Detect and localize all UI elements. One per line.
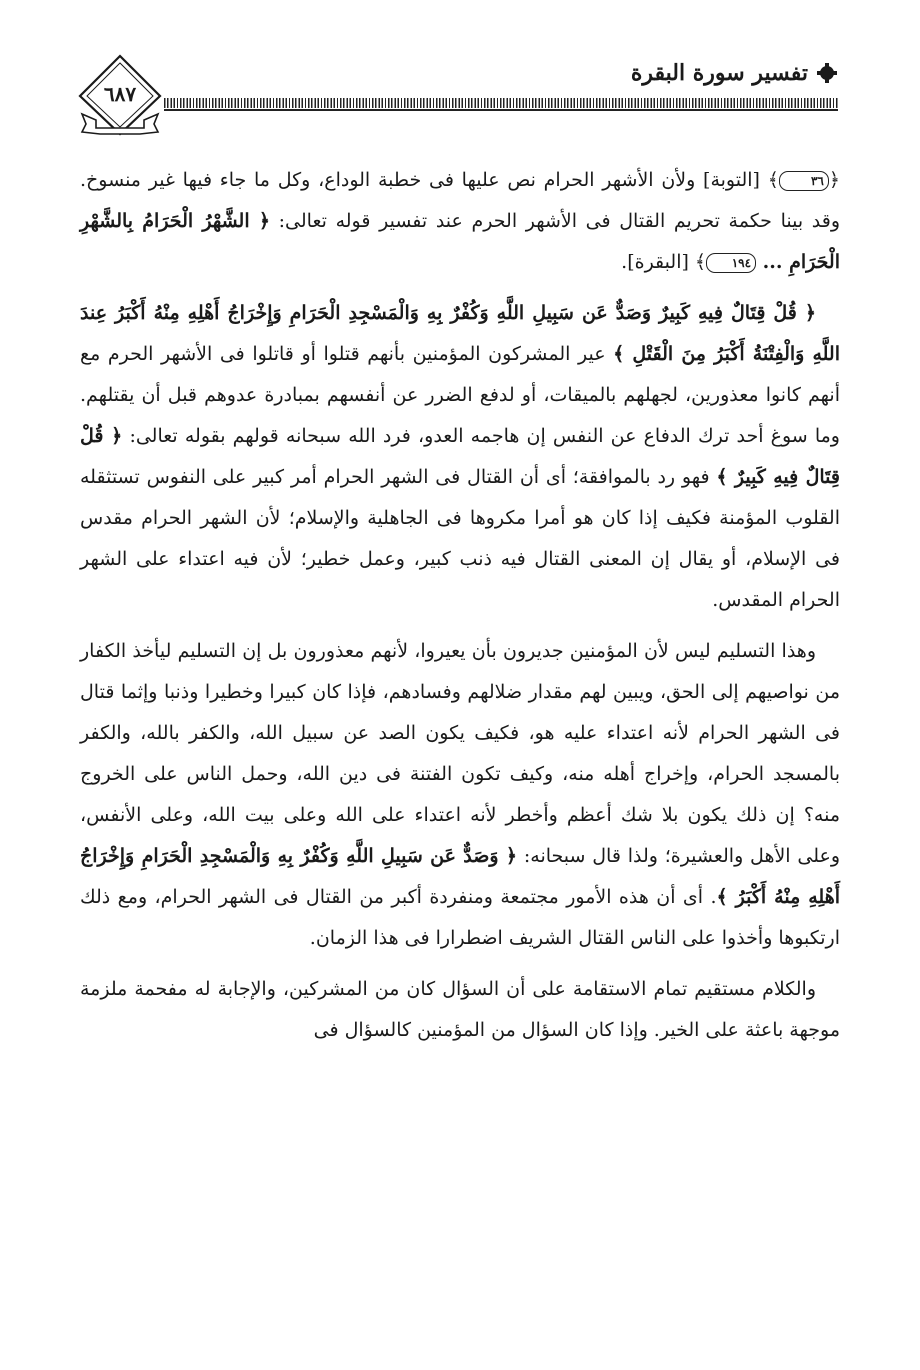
bracket: ﴿ — [828, 169, 840, 191]
text-run: فهو رد بالموافقة؛ أى أن القتال فى الشهر الحرام أمر كبير على النفوس تستثقله القلوب المؤمنة فكيف إذا كان هو أمرا مكروها فى الجاهلية والإسلام؛ لأن الشهر الحرام مقدس فى الإسلام، أو يقال إن المعنى القتال فيه ذنب كبير، وعمل خطير؛ لأن فيه اعتداء على الشهر الحرام المقدس. — [80, 466, 840, 611]
page-header — [78, 50, 838, 140]
verse-number-badge: ١٩٤ — [706, 253, 756, 273]
quran-quote: ﴿ الشَّهْرُ الْحَرَامُ بِالشَّهْرِ الْحَرَامِ ... — [80, 210, 840, 273]
paragraph-4 — [80, 969, 840, 1051]
quran-quote: ﴿ قُلْ قِتَالٌ فِيهِ كَبِيرٌ وَصَدٌّ عَن سَبِيلِ اللَّهِ وَكُفْرٌ بِهِ وَالْمَسْجِدِ الْحَرَامِ وَإِخْرَاجُ أَهْلِهِ مِنْهُ أَكْبَرُ عِندَ اللَّهِ وَالْفِتْنَةُ أَكْبَرُ مِنَ الْقَتْلِ ﴾ — [80, 302, 840, 365]
paragraph-1 — [80, 160, 840, 283]
page-number: ٦٨٧ — [103, 82, 137, 106]
paragraph-3 — [80, 631, 840, 959]
header-rule — [164, 98, 838, 108]
text-run: والكلام مستقيم تمام الاستقامة على أن السؤال كان من المشركين، والإجابة له مفحمة ملزمة موجهة باعثة على الخير. وإذا كان السؤال من المؤمنين كالسؤال فى — [80, 978, 840, 1041]
text-run: عير المشركون المؤمنين بأنهم قتلوا أو قاتلوا فى الأشهر الحرم مع أنهم كانوا معذورين، لجهلهم بالميقات، أو لدفع الضرر عن أنفسهم بمبادرة عدوهم قبل أن يقتلهم. وما سوغ أحد ترك الدفاع عن النفس إن هاجمه العدو، فرد الله سبحانه قولهم بقوله تعالى: — [80, 343, 840, 447]
running-title-text: تفسير سورة البقرة — [630, 60, 808, 86]
body-text — [80, 160, 840, 1051]
quran-quote: ﴿ قُلْ قِتَالٌ فِيهِ كَبِيرٌ ﴾ — [80, 425, 840, 488]
verse-number-badge: ٣٦ — [779, 171, 829, 191]
quran-quote: ﴿ وَصَدٌّ عَن سَبِيلِ اللَّهِ وَكُفْرٌ بِهِ وَالْمَسْجِدِ الْحَرَامِ وَإِخْرَاجُ أَهْلِهِ مِنْهُ أَكْبَرُ ﴾ — [80, 845, 841, 908]
paragraph-2 — [80, 293, 840, 621]
running-title — [631, 60, 838, 86]
text-run: وهذا التسليم ليس لأن المؤمنين جديرون بأن يعيروا، لأنهم معذورون بل إن التسليم ليأخذ الكفار من نواصيهم إلى الحق، ويبين لهم مقدار ضلالهم وفسادهم، فإذا كان كبيرا وخطيرا وذنبا وإثما قتال فى الشهر الحرام لأنه اعتداء عليه هو، فكيف يكون الصد عن سبيل الله، والكفر بالله، والكفر بالمسجد الحرام، وإخراج أهله منه، وكيف تكون الفتنة فى دين الله، وحمل الناس على الخروج منه؟ إن ذلك يكون بلا شك أعظم وأخطر لأنه اعتداء على الله وعلى بيت الله، وعلى الأنفس، وعلى الأهل والعشيرة؛ ولذا قال سبحانه: — [80, 640, 841, 867]
text-run: . أى أن هذه الأمور مجتمعة ومنفردة أكبر من القتال فى الشهر الحرام، ومع ذلك ارتكبوها وأخذوا على الناس القتال الشريف اضطرارا فى هذا الزمان. — [80, 886, 840, 949]
ornament-icon — [816, 62, 838, 84]
text-run: ﴾ [التوبة] ولأن الأشهر الحرام نص عليها فى خطبة الوداع، وكل ما جاء فيها غير منسوخ. وقد بينا حكمة تحريم القتال فى الأشهر الحرم عند تفسير قوله تعالى: — [80, 169, 841, 232]
text-run: ﴾ [البقرة]. — [621, 251, 707, 273]
